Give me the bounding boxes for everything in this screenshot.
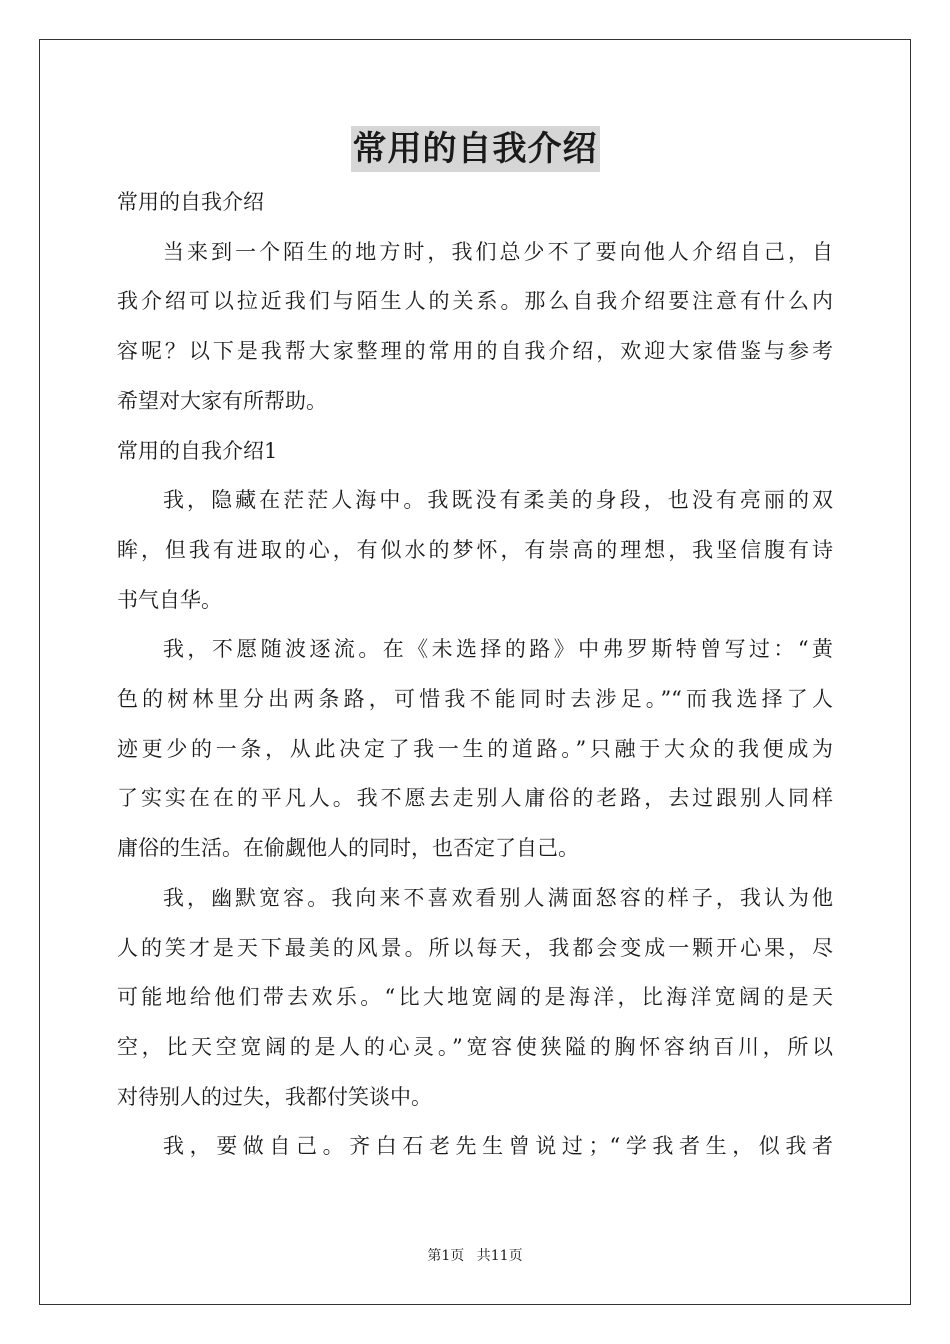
text-line: 色的树林里分出两条路，可惜我不能同时去涉足。”“而我选择了人 xyxy=(117,687,833,712)
text-line: 我，不愿随波逐流。在《未选择的路》中弗罗斯特曾写过：“黄 xyxy=(163,637,833,662)
text-line: 当来到一个陌生的地方时，我们总少不了要向他人介绍自己，自 xyxy=(163,239,833,264)
text-line: 对待别人的过失，我都付笑谈中。 xyxy=(117,1084,432,1109)
title-container xyxy=(0,126,950,172)
document-title: 常用的自我介绍 xyxy=(351,126,600,172)
text-line: 我介绍可以拉近我们与陌生人的关系。那么自我介绍要注意有什么内 xyxy=(117,289,833,314)
text-line: 书气自华。 xyxy=(117,587,222,612)
page-footer xyxy=(0,1245,950,1265)
page-number: 第1页 xyxy=(427,1248,465,1264)
text-line: 可能地给他们带去欢乐。“比大地宽阔的是海洋，比海洋宽阔的是天 xyxy=(117,985,833,1010)
text-line: 容呢？以下是我帮大家整理的常用的自我介绍，欢迎大家借鉴与参考 xyxy=(117,339,833,364)
text-line: 了实实在在的平凡人。我不愿去走别人庸俗的老路，去过跟别人同样 xyxy=(117,786,833,811)
page-total: 共11页 xyxy=(476,1248,523,1264)
text-line: 空，比天空宽阔的是人的心灵。”宽容使狭隘的胸怀容纳百川，所以 xyxy=(117,1034,833,1059)
text-line: 我，隐藏在茫茫人海中。我既没有柔美的身段，也没有亮丽的双 xyxy=(163,488,833,513)
text-line: 我，要做自己。齐白石老先生曾说过；“学我者生，似我者 xyxy=(163,1134,833,1159)
text-line: 希望对大家有所帮助。 xyxy=(117,388,327,413)
document-body xyxy=(117,178,833,1172)
text-line: 庸俗的生活。在偷觑他人的同时，也否定了自己。 xyxy=(117,836,579,861)
text-line: 我，幽默宽容。我向来不喜欢看别人满面怒容的样子，我认为他 xyxy=(163,885,833,910)
text-line: 常用的自我介绍1 xyxy=(117,438,278,463)
text-line: 眸，但我有进取的心，有似水的梦怀，有崇高的理想，我坚信腹有诗 xyxy=(117,537,833,562)
text-line: 迹更少的一条，从此决定了我一生的道路。”只融于大众的我便成为 xyxy=(117,736,833,761)
text-line: 人的笑才是天下最美的风景。所以每天，我都会变成一颗开心果，尽 xyxy=(117,935,833,960)
text-line: 常用的自我介绍 xyxy=(117,190,264,214)
